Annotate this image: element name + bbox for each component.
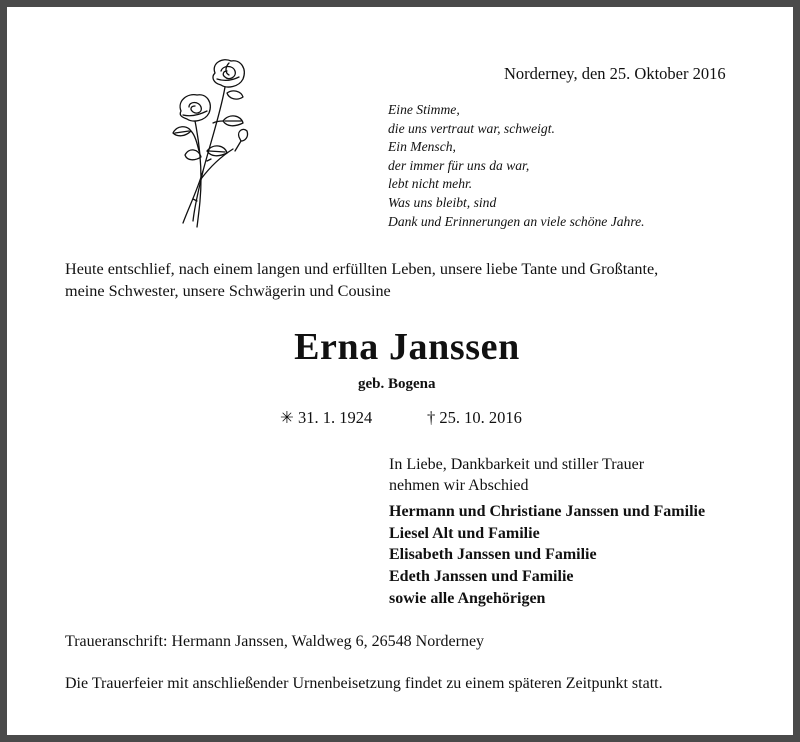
birth-date: ✳ 31. 1. 1924 <box>280 408 373 427</box>
poem-line: Eine Stimme, <box>388 102 460 117</box>
birth-name: geb. Bogena <box>358 376 436 392</box>
deceased-name: Erna Janssen <box>294 326 520 368</box>
ceremony-note: Die Trauerfeier mit anschließender Urnenbeisetzung findet zu einem späteren Zeitpunkt statt. <box>65 675 663 692</box>
mourning-text <box>389 455 644 496</box>
poem-line: Ein Mensch, <box>388 139 456 155</box>
poem-line: Was uns bleibt, sind <box>388 194 497 210</box>
family-entry: Hermann und Christiane Janssen und Familie <box>389 503 706 520</box>
poem <box>388 101 645 231</box>
rose-icon <box>167 51 257 231</box>
poem-line: Dank und Erinnerungen an viele schöne Jahre. <box>388 213 645 229</box>
mourning-line: In Liebe, Dankbarkeit und stiller Trauer <box>389 456 645 473</box>
intro-line: meine Schwester, unsere Schwägerin und Cousine <box>65 281 391 300</box>
family-entry: Liesel Alt und Familie <box>389 524 540 542</box>
intro-text <box>65 259 658 302</box>
mourning-address: Traueranschrift: Hermann Janssen, Waldweg 6, 26548 Norderney <box>65 633 485 650</box>
family-list <box>389 501 705 610</box>
family-entry: Edeth Janssen und Familie <box>389 568 574 586</box>
intro-line: Heute entschlief, nach einem langen und erfüllten Leben, unsere liebe Tante und Großtante, <box>65 260 659 278</box>
mourning-line: nehmen wir Abschied <box>389 476 529 494</box>
family-entry: Elisabeth Janssen und Familie <box>389 546 597 564</box>
place-date: Norderney, den 25. Oktober 2016 <box>504 64 726 83</box>
family-entry: sowie alle Angehörigen <box>389 589 546 607</box>
poem-line: der immer für uns da war, <box>388 157 530 173</box>
poem-line: die uns vertraut war, schweigt. <box>388 120 555 136</box>
death-date: † 25. 10. 2016 <box>427 408 522 427</box>
poem-line: lebt nicht mehr. <box>388 176 473 192</box>
